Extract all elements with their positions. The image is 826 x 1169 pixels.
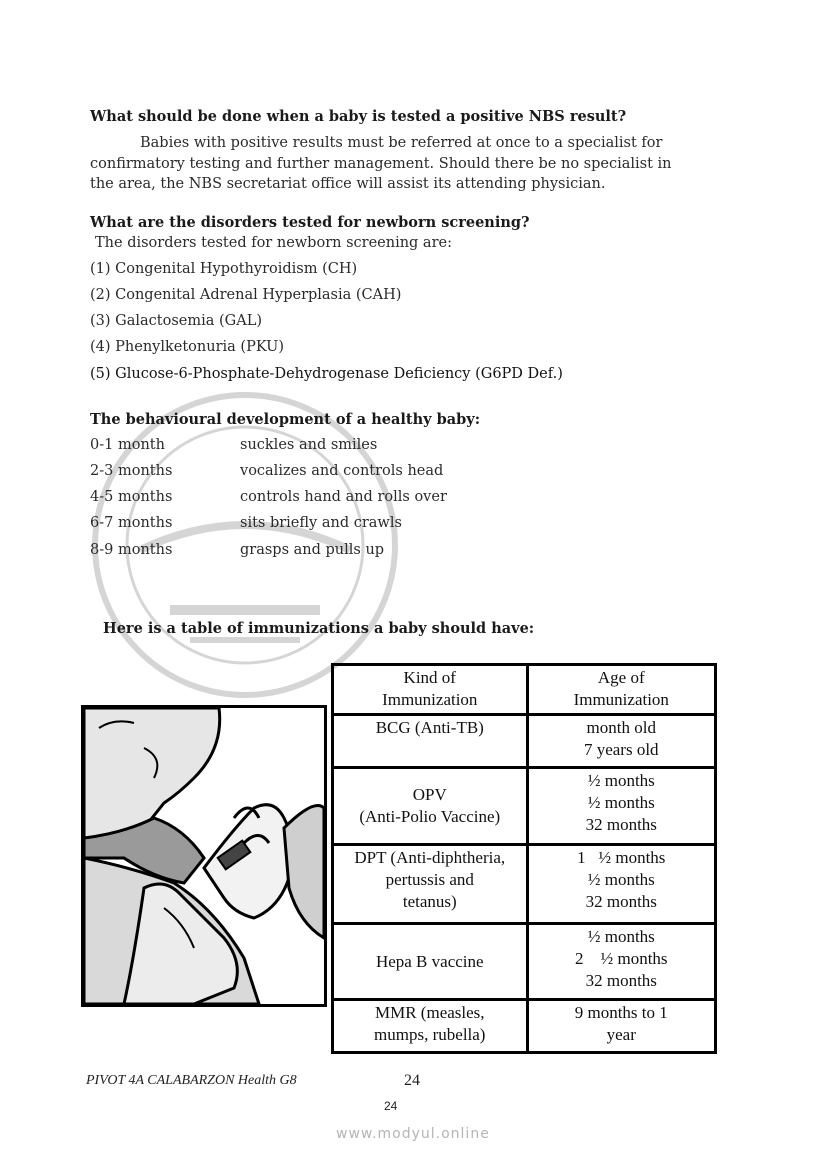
paragraph-line: the area, the NBS secretariat office will assist its attending physician. [90, 176, 606, 192]
cell-line: month old [586, 718, 656, 737]
dev-desc: sits briefly and crawls [240, 515, 402, 531]
dev-desc: controls hand and rolls over [240, 489, 447, 505]
paragraph-nbs-positive [90, 133, 710, 195]
cell-age [527, 768, 715, 845]
question-disorders: What are the disorders tested for newborn screening? [90, 214, 530, 231]
cell-line: 32 months [585, 892, 657, 911]
cell-age [527, 845, 715, 924]
paragraph-line: confirmatory testing and further management. Should there be no specialist in [90, 155, 672, 172]
cell-line: BCG (Anti-TB) [375, 718, 484, 737]
disorder-item: (3) Galactosemia (GAL) [90, 313, 262, 329]
footer-title: PIVOT 4A CALABARZON Health G8 [86, 1073, 297, 1088]
vaccination-drawing [84, 708, 324, 1004]
table-row [333, 845, 716, 924]
cell-age [527, 715, 715, 768]
dev-age: 4-5 months [90, 489, 173, 505]
dev-age: 6-7 months [90, 515, 173, 531]
cell-line: pertussis and [385, 870, 474, 889]
disorder-item: (1) Congenital Hypothyroidism (CH) [90, 261, 358, 277]
header-line: Immunization [573, 690, 669, 709]
table-row [333, 768, 716, 845]
header-age [527, 665, 715, 715]
dev-age: 8-9 months [90, 542, 173, 558]
disorder-item: (4) Phenylketonuria (PKU) [90, 339, 285, 355]
header-line: Age of [597, 668, 645, 687]
cell-line: DPT (Anti-diphtheria, [354, 848, 506, 867]
cell-kind [333, 715, 528, 768]
cell-line: MMR (measles, [374, 1003, 485, 1022]
cell-kind [333, 845, 528, 924]
disorders-intro: The disorders tested for newborn screening are: [95, 235, 452, 251]
table-row [333, 924, 716, 1000]
development-title: The behavioural development of a healthy baby: [90, 411, 481, 428]
cell-line: year [606, 1025, 636, 1044]
disorder-item: (5) Glucose-6-Phosphate-Dehydrogenase Deficiency (G6PD Def.) [90, 366, 563, 382]
cell-line: 1 ½ months [577, 848, 666, 867]
cell-line: ½ months [587, 771, 655, 790]
cell-line: mumps, rubella) [374, 1025, 486, 1044]
cell-line: (Anti-Polio Vaccine) [359, 807, 501, 826]
vaccination-illustration [81, 705, 327, 1007]
paragraph-line: Babies with positive results must be referred at once to a specialist for [140, 135, 663, 151]
cell-line: OPV [412, 785, 447, 804]
cell-line: ½ months [587, 927, 655, 946]
footer-page-number: 24 [404, 1072, 420, 1089]
header-line: Kind of [403, 668, 456, 687]
cell-line: ½ months [587, 793, 655, 812]
cell-line: Hepa B vaccine [375, 951, 484, 971]
dev-desc: vocalizes and controls head [240, 463, 444, 479]
table-row [333, 715, 716, 768]
disorder-item: (2) Congenital Adrenal Hyperplasia (CAH) [90, 287, 402, 303]
site-watermark: www.modyul.online [336, 1126, 490, 1142]
cell-line: ½ months [587, 870, 655, 889]
immunization-title: Here is a table of immunizations a baby should have: [103, 620, 535, 637]
cell-line: 7 years old [583, 740, 659, 759]
cell-line: tetanus) [402, 892, 457, 911]
cell-age [527, 924, 715, 1000]
table-header-row [333, 665, 716, 715]
dev-age: 0-1 month [90, 437, 165, 453]
table-row [333, 1000, 716, 1053]
cell-line: 32 months [585, 971, 657, 990]
header-kind [333, 665, 528, 715]
cell-line: 9 months to 1 [574, 1003, 668, 1022]
dev-age: 2-3 months [90, 463, 173, 479]
dev-desc: suckles and smiles [240, 437, 378, 453]
cell-kind [333, 768, 528, 845]
question-nbs-positive: What should be done when a baby is tested a positive NBS result? [90, 108, 627, 125]
header-line: Immunization [382, 690, 478, 709]
cell-line: 32 months [585, 815, 657, 834]
cell-kind [333, 1000, 528, 1053]
cell-line: 2 ½ months [574, 949, 668, 968]
immunization-table [331, 663, 717, 1054]
dev-desc: grasps and pulls up [240, 542, 385, 558]
page-number: 24 [384, 1099, 398, 1113]
cell-kind [333, 924, 528, 1000]
cell-age [527, 1000, 715, 1053]
